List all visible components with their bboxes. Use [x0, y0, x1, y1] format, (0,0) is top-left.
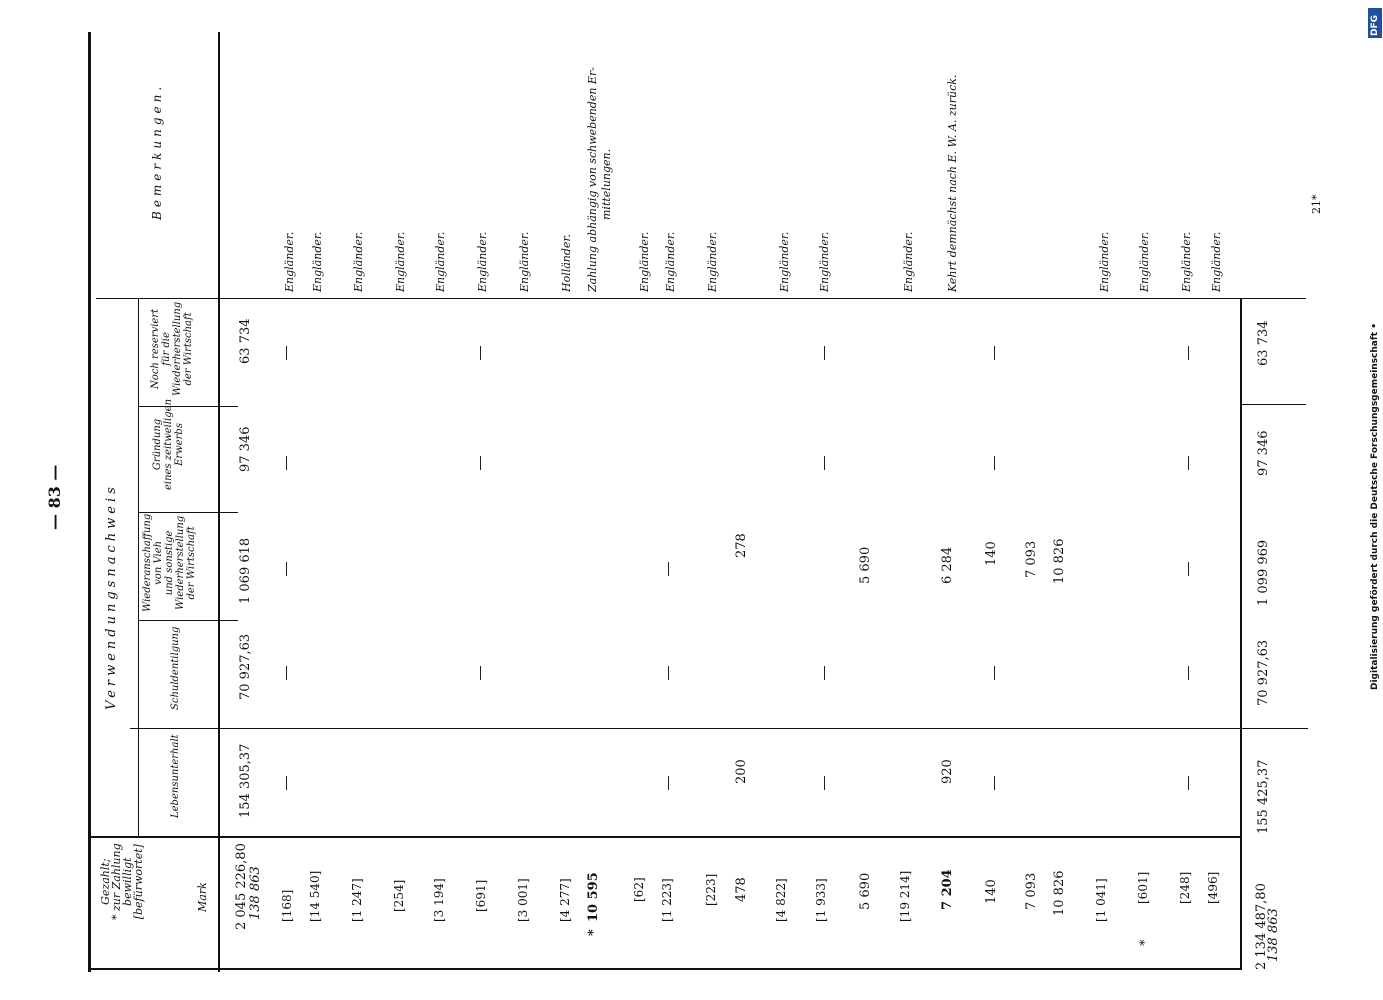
header-schuldentilgung: Schuldentilgung: [170, 626, 181, 710]
first-row-lebensunterhalt: 154 305,37: [238, 743, 253, 818]
dash-mark: [994, 456, 995, 470]
row-amount: 10 595: [586, 872, 601, 922]
totals-lebensunterhalt: 155 425,37: [1256, 759, 1271, 834]
remarks-divider: [96, 298, 1306, 299]
row-remark: Engländer.: [706, 231, 719, 292]
star-mark: *: [1138, 939, 1153, 946]
dash-mark: [668, 776, 669, 790]
col1-divider-total: [1240, 404, 1306, 405]
row-remark: Engländer.: [1210, 231, 1223, 292]
first-row-reserviert: 63 734: [238, 318, 253, 364]
dash-mark: [480, 456, 481, 470]
row-amount: 5 690: [858, 872, 873, 910]
totals-amount-sub: 138 863: [1266, 908, 1281, 962]
row-amount: [4 822]: [774, 878, 788, 922]
row-remark: Holländer.: [560, 234, 573, 292]
dash-mark: [824, 666, 825, 680]
group-header-rule: [138, 298, 139, 836]
dash-mark: [286, 776, 287, 790]
row-remark: Engländer.: [311, 231, 324, 292]
dash-mark: [286, 562, 287, 576]
row-amount: [14 540]: [308, 870, 322, 922]
first-row-schuldentilgung: 70 927,63: [238, 633, 253, 700]
dash-mark: [1188, 562, 1189, 576]
dash-mark: [286, 346, 287, 360]
row-wiederanschaffung: 10 826: [1052, 538, 1067, 584]
totals-rule: [1240, 298, 1242, 970]
row-remark: Engländer.: [352, 231, 365, 292]
header-wiederanschaffung: Wiederanschaffung von Vieh und sonstige Wiederherstellung der Wirtschaft: [142, 513, 197, 612]
dash-mark: [286, 666, 287, 680]
dash-mark: [668, 666, 669, 680]
row-remark: Engländer.: [1098, 231, 1111, 292]
row-amount: [601]: [1136, 871, 1150, 904]
row-wiederanschaffung: 7 093: [1024, 540, 1039, 578]
row-remark: Engländer.: [1138, 231, 1151, 292]
bottom-rule: [90, 968, 1240, 970]
dash-mark: [1188, 776, 1189, 790]
row-lebensunterhalt: 200: [734, 759, 749, 784]
row-remark-continued: mittelungen.: [600, 148, 613, 220]
row-amount: [248]: [1178, 871, 1192, 904]
first-row-amount-sub: 138 863: [248, 866, 263, 920]
dfg-logo: DFG: [1368, 8, 1382, 38]
col1-divider: [130, 728, 1308, 729]
row-amount: [1 041]: [1094, 878, 1108, 922]
row-amount: [1 933]: [814, 878, 828, 922]
row-amount: 7 204: [940, 869, 955, 910]
row-remark: Engländer.: [778, 231, 791, 292]
header-group-title: Verwendungsnachweis: [104, 483, 119, 710]
row-remark: Engländer.: [476, 231, 489, 292]
row-remark: Engländer.: [818, 231, 831, 292]
row-remark: Zahlung abhängig von schwebenden Er-: [586, 67, 599, 292]
header-lebensunterhalt: Lebensunterhalt: [170, 734, 181, 818]
row-lebensunterhalt: 920: [940, 759, 955, 784]
row-amount: [3 001]: [516, 878, 530, 922]
row-amount: [691]: [474, 879, 488, 912]
row-remark: Kehrt demnächst nach E. W. A. zurück.: [946, 74, 959, 292]
header-noch-reserviert: Noch reserviert für die Wiederherstellung der Wirtschaft: [150, 301, 194, 396]
dash-mark: [994, 346, 995, 360]
row-amount: [62]: [632, 877, 646, 902]
dash-mark: [994, 666, 995, 680]
header-first-column: Gezahlt; * zur Zahlung bewilligt [befürwortet]: [99, 843, 145, 920]
col2-divider: [138, 620, 238, 621]
row-amount: 7 093: [1024, 872, 1039, 910]
totals-gruendung: 97 346: [1256, 430, 1271, 476]
totals-amount: 2 134 487,80: [1254, 883, 1269, 970]
row-remark: Engländer.: [638, 231, 651, 292]
top-rule: [88, 32, 91, 972]
row-wiederanschaffung: 5 690: [858, 546, 873, 584]
row-amount: 140: [984, 879, 999, 904]
row-wiederanschaffung: 140: [984, 541, 999, 566]
row-amount: [1 223]: [660, 878, 674, 922]
dash-mark: [824, 456, 825, 470]
dash-mark: [668, 562, 669, 576]
totals-wiederanschaffung: 1 099 969: [1256, 539, 1271, 606]
first-row-gruendung: 97 346: [238, 426, 253, 472]
dash-mark: [994, 776, 995, 790]
dash-mark: [286, 456, 287, 470]
dash-mark: [824, 346, 825, 360]
row-amount: [168]: [280, 889, 294, 922]
header-remarks: Bemerkungen.: [150, 82, 164, 220]
row-amount: [1 247]: [350, 878, 364, 922]
first-row-amount: 2 045 226,80: [234, 843, 249, 930]
header-gruendung: Gründung eines zeitweiligen Erwerbs: [152, 398, 185, 490]
row-amount: [4 277]: [558, 878, 572, 922]
header-unit: Mark: [196, 882, 209, 912]
dash-mark: [480, 666, 481, 680]
page-number: — 83 —: [45, 464, 64, 530]
totals-schuldentilgung: 70 927,63: [1256, 639, 1271, 706]
dash-mark: [824, 776, 825, 790]
totals-reserviert: 63 734: [1256, 320, 1271, 366]
header-divider: [218, 32, 220, 972]
row-wiederanschaffung: 6 284: [940, 546, 955, 584]
first-row-wiederanschaffung: 1 069 618: [238, 537, 253, 604]
row-wiederanschaffung: 278: [734, 533, 749, 558]
row-amount: [254]: [392, 879, 406, 912]
row-amount: [223]: [704, 873, 718, 906]
row-remark: Engländer.: [283, 231, 296, 292]
row-amount: [19 214]: [898, 870, 912, 922]
star-mark: *: [586, 929, 601, 936]
row-remark: Engländer.: [664, 231, 677, 292]
sidebar-credit: Digitalisierung gefördert durch die Deutsche Forschungsgemeinschaft •: [1370, 323, 1380, 690]
row-remark: Engländer.: [434, 231, 447, 292]
row-remark: Engländer.: [902, 231, 915, 292]
row-amount: 10 826: [1052, 870, 1067, 916]
row-amount: [3 194]: [432, 878, 446, 922]
row-remark: Engländer.: [1180, 231, 1193, 292]
row-remark: Engländer.: [394, 231, 407, 292]
row-amount: 478: [734, 877, 749, 902]
dash-mark: [480, 346, 481, 360]
dash-mark: [1188, 346, 1189, 360]
row-amount: [496]: [1206, 871, 1220, 904]
dash-mark: [1188, 456, 1189, 470]
dash-mark: [1188, 666, 1189, 680]
footer-mark: 21*: [1310, 194, 1323, 214]
amount-column-divider: [90, 836, 1240, 838]
row-remark: Engländer.: [518, 231, 531, 292]
